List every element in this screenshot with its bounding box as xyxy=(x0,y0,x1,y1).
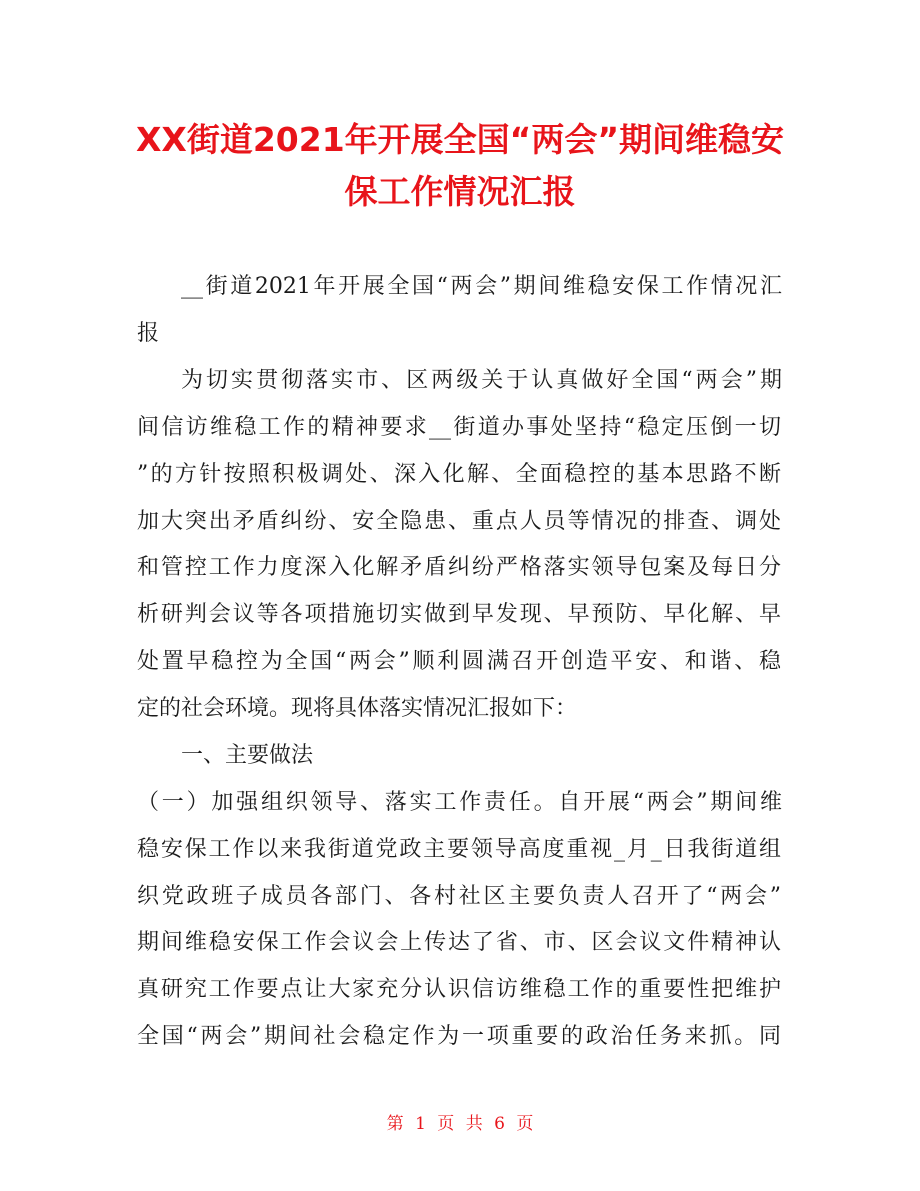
body-line: 真研究工作要点让大家充分认识信访维稳工作的重要性把维护 xyxy=(137,977,781,1002)
body-line: 期间维稳安保工作会议会上传达了省、市、区会议文件精神认 xyxy=(137,930,781,955)
body-line: 间信访维稳工作的精神要求__街道办事处坚持“稳定压倒一切 xyxy=(137,415,781,440)
section-heading: 一、主要做法 xyxy=(181,743,314,768)
body-line: 为切实贯彻落实市、区两级关于认真做好全国“两会”期 xyxy=(181,368,782,393)
body-line: 析研判会议等各项措施切实做到早发现、早预防、早化解、早 xyxy=(137,602,781,627)
body-line: （一）加强组织领导、落实工作责任。自开展“两会”期间维 xyxy=(137,790,782,815)
document-title-line-2: 保工作情况汇报 xyxy=(344,172,576,211)
body-line: 加大突出矛盾纠纷、安全隐患、重点人员等情况的排查、调处 xyxy=(137,509,781,534)
body-line: 处置早稳控为全国“两会”顺利圆满召开创造平安、和谐、稳 xyxy=(137,649,781,674)
body-line: 定的社会环境。现将具体落实情况汇报如下： xyxy=(137,696,578,721)
body-line: 稳安保工作以来我街道党政主要领导高度重视_月_日我街道组 xyxy=(137,837,781,862)
body-line: 全国“两会”期间社会稳定作为一项重要的政治任务来抓。同 xyxy=(137,1024,781,1049)
body-line: 和管控工作力度深入化解矛盾纠纷严格落实领导包案及每日分 xyxy=(137,555,781,580)
body-line: 报 xyxy=(137,321,160,346)
body-line: __街道2021年开展全国“两会”期间维稳安保工作情况汇 xyxy=(181,274,782,299)
document-title-line-1: XX街道2021年开展全国“两会”期间维稳安 xyxy=(135,120,785,159)
page-number-footer: 第 1 页 共 6 页 xyxy=(386,1114,534,1134)
body-line: ”的方针按照积极调处、深入化解、全面稳控的基本思路不断 xyxy=(137,462,781,487)
body-line: 织党政班子成员各部门、各村社区主要负责人召开了“两会” xyxy=(137,884,781,909)
